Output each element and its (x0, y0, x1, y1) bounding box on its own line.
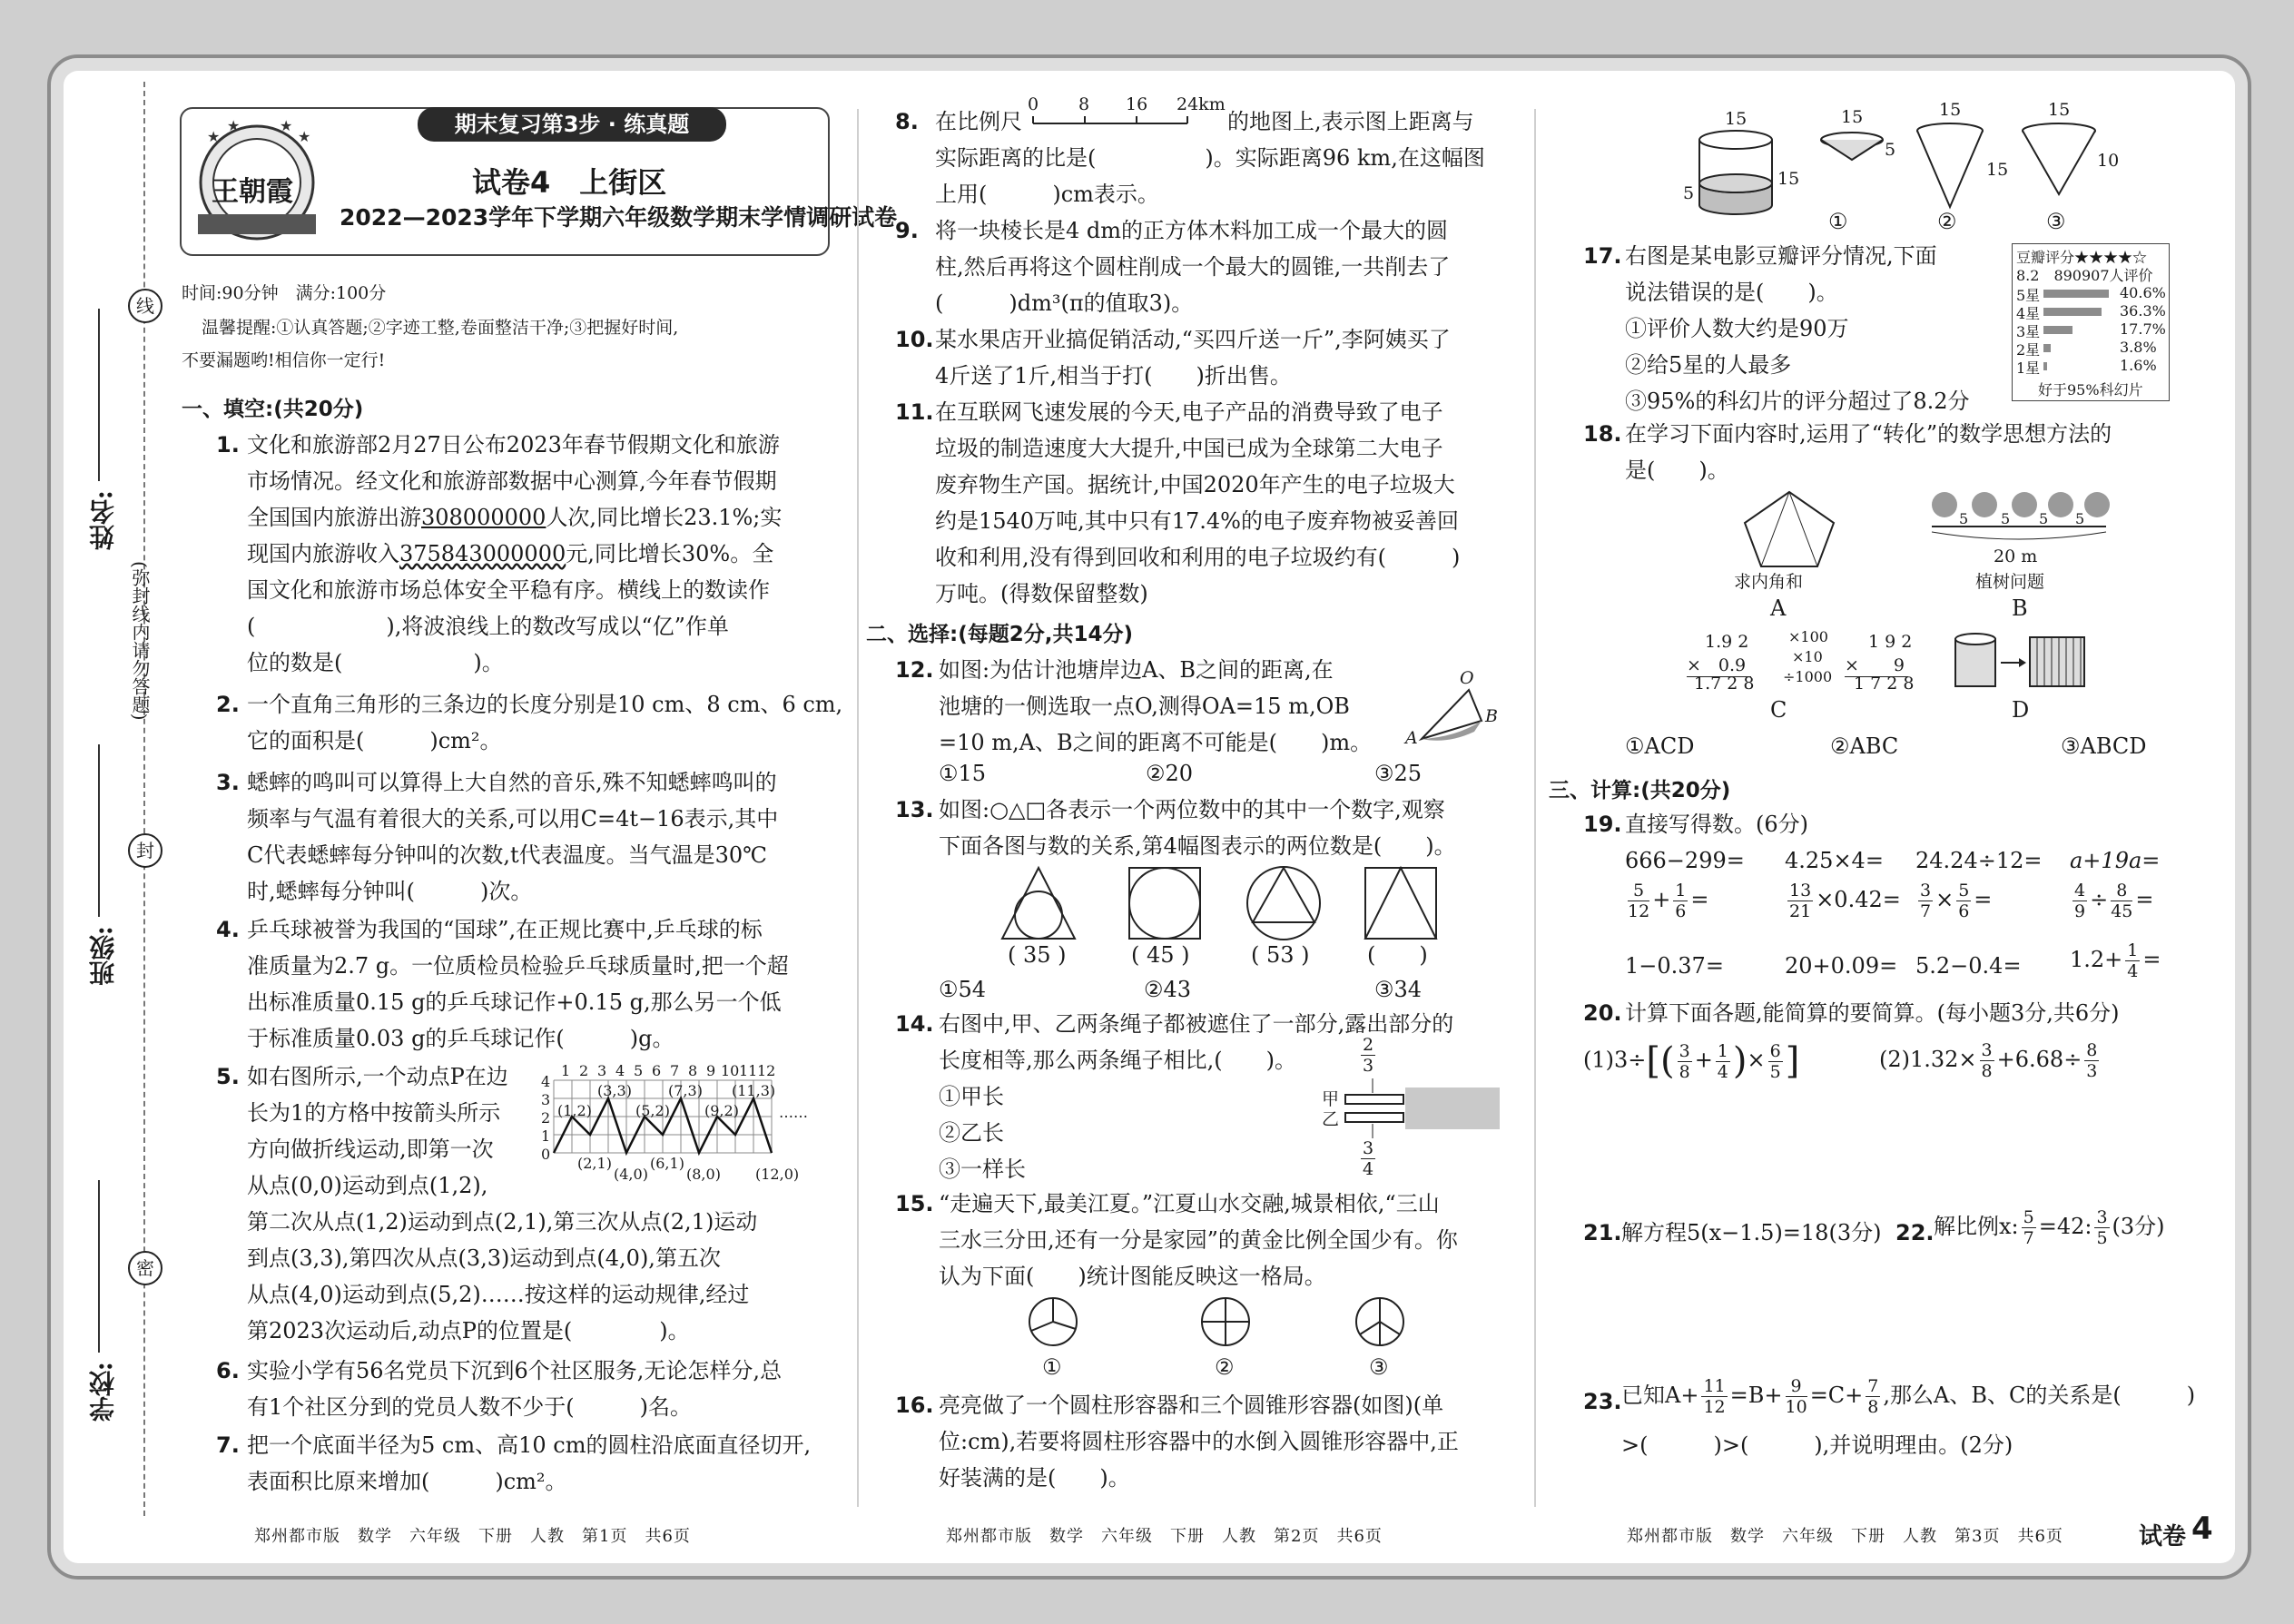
grid-x3: 3 (597, 1062, 607, 1079)
grid-x12: 12 (757, 1062, 776, 1079)
rating-2-label: 2星 (2016, 341, 2041, 359)
q7-line1: 把一个底面半径为5 cm、高10 cm的圆柱沿底面直径切开, (247, 1432, 812, 1458)
q14-bottom-fraction: $\frac{3}{4}$ (1363, 1138, 1374, 1179)
q13-fig1-value: ( 35 ) (1008, 942, 1067, 968)
q18-b-caption: 植树问题 (1975, 572, 2045, 592)
q4-line2: 准质量为2.7 g。一位质检员检验乒乓球质量时,把一个超 (247, 953, 789, 979)
section-1-title: 一、填空:(共20分) (182, 398, 364, 421)
section-2-title: 二、选择:(每题2分,共14分) (866, 623, 1133, 646)
q12-option-1[interactable]: ①15 (939, 761, 987, 786)
grid-ellipsis: …… (779, 1104, 808, 1121)
q18-pentagon-figure (1739, 488, 1839, 570)
grid-pt-1-2: (1,2) (557, 1102, 592, 1119)
q12-option-3[interactable]: ③25 (1374, 761, 1423, 786)
calc-times-10: ×10 (1792, 648, 1823, 665)
time-info: 时间:90分钟 满分:100分 (182, 283, 387, 303)
q13-number: 13. (895, 797, 934, 822)
grid-pt-6-1: (6,1) (650, 1155, 684, 1172)
q5-line1: 如右图所示,一个动点P在边 (247, 1064, 508, 1089)
grid-x9: 9 (706, 1062, 716, 1079)
q18-option-2[interactable]: ②ABC (1830, 733, 1899, 759)
q1-number: 1. (216, 432, 240, 458)
q16-line2: 位:cm),若要将圆柱形容器中的水倒入圆锥形容器中,正 (939, 1429, 1459, 1454)
q13-option-1[interactable]: ①54 (939, 977, 987, 1002)
q19-item-5[interactable]: $\frac{5}{12}$ + $\frac{1}{6}$ = (1628, 881, 1709, 921)
calc-a-result: 1.7 2 8 (1694, 674, 1755, 694)
q9-line1: 将一块棱长是4 dm的正方体木料加工成一个最大的圆 (935, 218, 1449, 243)
cyl-diameter-label: 15 (1725, 109, 1748, 129)
q13-fig2-value: ( 45 ) (1131, 942, 1190, 968)
q12-number: 12. (895, 657, 934, 683)
q4-line4[interactable]: 于标准质量0.03 g的乒乓球记作( )g。 (247, 1026, 674, 1051)
q19-item-11[interactable]: 5.2−0.4= (1915, 953, 2022, 979)
class-label: 班级: (88, 926, 118, 987)
q17-number: 17. (1583, 243, 1622, 269)
q15-pie-charts (1026, 1294, 1407, 1349)
name-label: 姓名: (88, 490, 118, 551)
calc-b-top: 1 9 2 (1868, 632, 1913, 652)
q2-line1: 一个直角三角形的三条边的长度分别是10 cm、8 cm、6 cm, (247, 692, 843, 717)
calc-times-100: ×100 (1788, 628, 1828, 645)
calc-a-mid: × 0.9 (1687, 652, 1751, 677)
q11-number: 11. (895, 399, 934, 425)
rating-3-bar (2043, 326, 2072, 334)
q8-line3[interactable]: 上用( )cm表示。 (935, 182, 1159, 207)
logo (189, 114, 325, 247)
q10-line1: 某水果店开业搞促销活动,“买四斤送一斤”,李阿姨买了 (935, 327, 1451, 352)
q2-number: 2. (216, 692, 240, 717)
grid-pt-2-1: (2,1) (577, 1155, 612, 1172)
q23-line2[interactable]: >( )>( ),并说明理由。(2分) (1621, 1432, 2013, 1458)
q19-item-1[interactable]: 666−299= (1625, 848, 1745, 873)
grid-y0: 0 (541, 1146, 551, 1163)
tree-gap-3: 5 (2039, 510, 2049, 527)
q18-b-letter: B (2012, 595, 2028, 621)
rating-2-bar (2043, 344, 2051, 352)
grid-x4: 4 (615, 1062, 625, 1079)
q11-line1: 在互联网飞速发展的今天,电子产品的消费导致了电子 (935, 399, 1443, 425)
seal-feng: 封 (128, 833, 162, 868)
q19-item-4[interactable]: a+19a= (2070, 848, 2161, 873)
cone1-height-label: 5 (1885, 140, 1896, 160)
scale-8: 8 (1078, 94, 1090, 114)
cyl-height-label: 15 (1777, 169, 1800, 189)
rating-5-bar (2043, 290, 2109, 298)
q5-grid-figure (541, 1062, 822, 1189)
douban-title: 豆瓣评分★★★★☆ (2016, 249, 2148, 266)
section-3-title: 三、计算:(共20分) (1549, 779, 1731, 802)
q15-number: 15. (895, 1191, 934, 1216)
q16-option-1[interactable]: ① (1828, 209, 1848, 234)
q19-item-10[interactable]: 20+0.09= (1785, 953, 1898, 979)
q18-line1: 在学习下面内容时,运用了“转化”的数学思想方法的 (1625, 421, 2112, 447)
q14-label-yi: 乙 (1322, 1109, 1340, 1129)
q7-number: 7. (216, 1432, 240, 1458)
grid-pt-4-0: (4,0) (614, 1166, 648, 1183)
rating-4-pct: 36.3% (2120, 302, 2166, 320)
paper-subtitle: 2022—2023学年下学期六年级数学期末学情调研试卷 (340, 204, 898, 231)
q15-option-3[interactable]: ③ (1369, 1354, 1389, 1380)
q14-rope-figure (1318, 1037, 1509, 1186)
grid-x10: 10 (721, 1062, 740, 1079)
q3-number: 3. (216, 770, 240, 795)
q16-line1: 亮亮做了一个圆柱形容器和三个圆锥形容器(如图)(单 (939, 1393, 1444, 1418)
q18-cylinder-unroll-figure (1952, 632, 2088, 690)
q23-line1[interactable]: 已知A+ $\frac{11}{12}$ =B+ $\frac{9}{10}$ =C+ $\frac{7}{8}$ ,那么A、B、C的关系是( ) (1621, 1376, 2196, 1417)
q19-item-12[interactable]: 1.2+ $\frac{1}{4}$ = (2070, 940, 2161, 981)
q5-line3: 方向做折线运动,即第一次 (247, 1137, 494, 1162)
q21-text[interactable]: 解方程5(x−1.5)=18(3分) (1621, 1220, 1882, 1245)
q1-line7[interactable]: 位的数是( )。 (247, 650, 504, 675)
q17-line2[interactable]: 说法错误的是( )。 (1625, 280, 1838, 305)
q8-line2[interactable]: 实际距离的比是( )。实际距离96 km,在这幅图 (935, 145, 1485, 171)
grid-x7: 7 (670, 1062, 680, 1079)
rating-5-pct: 40.6% (2120, 284, 2166, 301)
footer-paper-number: 4 (2191, 1511, 2213, 1547)
q13-option-3[interactable]: ③34 (1374, 977, 1423, 1002)
q11-line4: 约是1540万吨,其中只有17.4%的电子废弃物被妥善回 (935, 508, 1459, 534)
q4-line1: 乒乓球被誉为我国的“国球”,在正规比赛中,乒乓球的标 (247, 917, 763, 942)
q15-line1: “走遍天下,最美江夏。”江夏山水交融,城景相依,“三山 (939, 1191, 1440, 1216)
q5-line7: 从点(4,0)运动到点(5,2)……按这样的运动规律,经过 (247, 1282, 750, 1307)
q19-number: 19. (1583, 812, 1622, 837)
tree-gap-2: 5 (2001, 510, 2011, 527)
q10-number: 10. (895, 327, 934, 352)
q8-number: 8. (895, 109, 919, 134)
q14-label-jia: 甲 (1322, 1089, 1340, 1109)
q18-trees-figure (1928, 490, 2110, 548)
column-divider-2 (1534, 109, 1536, 1507)
footer-paper-tag: 试卷 (2139, 1523, 2187, 1550)
rating-4-bar (2043, 308, 2102, 316)
school-field[interactable] (98, 1180, 100, 1353)
q14-option-3[interactable]: ③一样长 (939, 1156, 1026, 1182)
svg-text:★: ★ (280, 117, 293, 134)
q18-option-1[interactable]: ①ACD (1625, 733, 1695, 759)
svg-text:★: ★ (298, 128, 311, 145)
grid-x6: 6 (652, 1062, 662, 1079)
grid-y2: 2 (541, 1109, 551, 1127)
grid-y4: 4 (541, 1073, 551, 1090)
q3-line2: 频率与气温有着很大的关系,可以用C=4t−16表示,其中 (247, 806, 779, 832)
douban-rating-box (2012, 243, 2170, 401)
q6-number: 6. (216, 1358, 240, 1383)
q18-a-caption: 求内角和 (1734, 572, 1804, 592)
douban-score: 8.2 890907人评价 (2016, 267, 2153, 284)
cone1-diameter-label: 15 (1841, 107, 1864, 127)
q12-label-b: B (1485, 706, 1498, 726)
grid-pt-8-0: (8,0) (686, 1166, 721, 1183)
rating-1-label: 1星 (2016, 359, 2041, 377)
grid-pt-3-3: (3,3) (597, 1082, 632, 1099)
rating-1-pct: 1.6% (2120, 357, 2157, 374)
footer-page-2: 郑州都市版 数学 六年级 下册 人教 第2页 共6页 (946, 1527, 1383, 1546)
q16-option-3[interactable]: ③ (2046, 209, 2066, 234)
scale-0: 0 (1028, 94, 1039, 114)
q11-line6: 万吨。(得数保留整数) (935, 581, 1148, 606)
q13-fig4-value[interactable]: ( ) (1367, 942, 1428, 968)
q12-label-a: A (1405, 728, 1418, 748)
q3-line1: 蟋蟀的鸣叫可以算得上大自然的音乐,殊不知蟋蟀鸣叫的 (247, 770, 777, 795)
grid-pt-5-2: (5,2) (635, 1102, 670, 1119)
q7-line2[interactable]: 表面积比原来增加( )cm²。 (247, 1469, 567, 1494)
seal-mi: 密 (128, 1251, 162, 1285)
grid-pt-11-3: (11,3) (732, 1082, 776, 1099)
q20-part-1[interactable]: (1)3÷[( $\frac{3}{8}$ + $\frac{1}{4}$ )× $\frac{6}{5}$ ] (1583, 1040, 1800, 1082)
q8-text-a: 在比例尺 (935, 109, 1022, 134)
q14-line2[interactable]: 长度相等,那么两条绳子相比,( )。 (939, 1048, 1296, 1073)
q16-option-2[interactable]: ② (1937, 209, 1957, 234)
cone2-height-label: 15 (1986, 160, 2009, 180)
scale-24km: 24km (1177, 94, 1226, 114)
scale-16: 16 (1126, 94, 1148, 114)
q5-line4: 从点(0,0)运动到点(1,2), (247, 1173, 488, 1198)
q1-line1: 文化和旅游部2月27日公布2023年春节假期文化和旅游 (247, 432, 780, 458)
q6-line2[interactable]: 有1个社区分到的党员人数不少于( )名。 (247, 1394, 692, 1420)
seal-xian: 线 (128, 289, 162, 323)
tree-gap-4: 5 (2075, 510, 2085, 527)
q12-line1: 如图:为估计池塘岸边A、B之间的距离,在 (939, 657, 1334, 683)
cone3-diameter-label: 15 (2048, 100, 2071, 120)
rating-3-label: 3星 (2016, 323, 2041, 340)
grid-y3: 3 (541, 1091, 551, 1108)
q13-option-2[interactable]: ②43 (1144, 977, 1192, 1002)
q19-item-7[interactable]: $\frac{3}{7}$ × $\frac{5}{6}$ = (1920, 881, 1993, 921)
q12-line2: 池塘的一侧选取一点O,测得OA=15 m,OB (939, 694, 1350, 719)
paper-title: 试卷4 上街区 (472, 165, 667, 200)
q18-multiplication-figure (1681, 628, 1917, 695)
rating-4-label: 4星 (2016, 305, 2041, 322)
q18-c-letter: C (1770, 697, 1787, 723)
q18-d-letter: D (2012, 697, 2030, 723)
name-field[interactable] (98, 309, 100, 481)
q14-top-fraction: $\frac{2}{3}$ (1363, 1035, 1374, 1076)
q3-line3: C代表蟋蟀每分钟叫的次数,t代表温度。当气温是30℃ (247, 842, 768, 868)
q6-line1: 实验小学有56名党员下沉到6个社区服务,无论怎样分,总 (247, 1358, 783, 1383)
rating-3-pct: 17.7% (2120, 320, 2166, 338)
class-field[interactable] (98, 744, 100, 917)
tip-line-1: 温馨提醒:①认真答题;②字迹工整,卷面整洁干净;③把握好时间, (202, 318, 679, 338)
calc-a-top: 1.9 2 (1705, 632, 1749, 652)
q17-line1: 右图是某电影豆瓣评分情况,下面 (1625, 243, 1937, 269)
q11-line5[interactable]: 收和利用,没有得到回收和利用的电子垃圾约有( ) (935, 545, 1461, 570)
grid-x1: 1 (561, 1062, 572, 1079)
q23-number: 23. (1583, 1389, 1622, 1414)
q16-number: 16. (895, 1393, 934, 1418)
q13-shapes (999, 864, 1452, 946)
q12-line3[interactable]: =10 m,A、B之间的距离不可能是( )m。 (939, 730, 1373, 755)
q19-item-3[interactable]: 24.24÷12= (1915, 848, 2043, 873)
q19-item-6[interactable]: $\frac{13}{21}$ ×0.42= (1789, 881, 1901, 921)
q5-line8[interactable]: 第2023次运动后,动点P的位置是( )。 (247, 1318, 690, 1343)
school-label: 学校: (88, 1362, 118, 1422)
q14-line1: 右图中,甲、乙两条绳子都被遮住了一部分,露出部分的 (939, 1011, 1454, 1037)
q5-line2: 长为1的方格中按箭头所示 (247, 1100, 501, 1126)
q15-line2: 三水三分田,还有一分是家园”的黄金比例全国少有。你 (939, 1227, 1458, 1253)
seal-note: (弥封线内请勿答题) (129, 561, 151, 721)
q19-item-9[interactable]: 1−0.37= (1625, 953, 1724, 979)
q8-scale-bar (1026, 94, 1227, 134)
q1-line6[interactable]: ( ),将波浪线上的数改写成以“亿”作单 (247, 614, 729, 639)
q17-option-2[interactable]: ②给5星的人最多 (1625, 352, 1792, 378)
q1-line4: 现国内旅游收入375843000000元,同比增长30%。全 (247, 541, 774, 566)
tree-gap-1: 5 (1959, 510, 1969, 527)
grid-pt-12-0: (12,0) (755, 1166, 800, 1183)
grid-x8: 8 (688, 1062, 698, 1079)
q16-line3[interactable]: 好装满的是( )。 (939, 1465, 1130, 1491)
grid-x2: 2 (579, 1062, 589, 1079)
column-divider-1 (857, 109, 859, 1507)
q18-number: 18. (1583, 421, 1622, 447)
q14-number: 14. (895, 1011, 934, 1037)
q15-line3[interactable]: 认为下面( )统计图能反映这一格局。 (939, 1264, 1326, 1289)
q15-option-1[interactable]: ① (1042, 1354, 1062, 1380)
calc-b-result: 1 7 2 8 (1854, 674, 1915, 694)
q12-pond-figure (1402, 668, 1501, 750)
q3-line4[interactable]: 时,蟋蟀每分钟叫( )次。 (247, 879, 533, 904)
q19-title: 直接写得数。(6分) (1625, 812, 1808, 837)
q12-option-2[interactable]: ②20 (1146, 761, 1194, 786)
q5-line6: 到点(3,3),第四次从点(3,3)运动到点(4,0),第五次 (247, 1245, 721, 1271)
q9-line2: 柱,然后再将这个圆柱削成一个最大的圆锥,一共削去了 (935, 254, 1451, 280)
q18-line2[interactable]: 是( )。 (1625, 458, 1729, 483)
q4-line3: 出标准质量0.15 g的乒乓球记作+0.15 g,那么另一个低 (247, 989, 782, 1015)
q20-number: 20. (1583, 1000, 1622, 1026)
q13-line2[interactable]: 下面各图与数的关系,第4幅图表示的两位数是( )。 (939, 833, 1456, 859)
cone2-diameter-label: 15 (1939, 100, 1962, 120)
q1-line5: 国文化和旅游市场总体安全平稳有序。横线上的数读作 (247, 577, 770, 603)
tip-line-2: 不要漏题哟!相信你一定行! (182, 350, 386, 370)
q13-fig3-value: ( 53 ) (1251, 942, 1310, 968)
cone3-height-label: 10 (2097, 151, 2120, 171)
header-banner: 期末复习第3步 · 练真题 (418, 107, 726, 142)
q2-line2[interactable]: 它的面积是( )cm²。 (247, 728, 502, 753)
q22-number: 22. (1895, 1220, 1935, 1245)
grid-y1: 1 (541, 1127, 551, 1145)
footer-page-3: 郑州都市版 数学 六年级 下册 人教 第3页 共6页 (1627, 1527, 2063, 1546)
grid-x11: 11 (739, 1062, 758, 1079)
q20-part-2[interactable]: (2)1.32× $\frac{3}{8}$ +6.68÷ $\frac{8}{3}$ (1879, 1040, 2098, 1081)
q5-line5: 第二次从点(1,2)运动到点(2,1),第三次从点(2,1)运动 (247, 1209, 758, 1235)
q18-a-letter: A (1770, 595, 1787, 621)
q12-label-o: O (1460, 668, 1474, 688)
calc-div-1000: ÷1000 (1783, 668, 1833, 685)
q16-containers-figure (1678, 100, 2150, 234)
q4-number: 4. (216, 917, 240, 942)
svg-text:★: ★ (227, 117, 241, 134)
q11-line3: 废弃物生产国。据统计,中国2020年产生的电子垃圾大 (935, 472, 1455, 497)
q1-line2: 市场情况。经文化和旅游部数据中心测算,今年春节假期 (247, 468, 777, 494)
q8-text-b: 的地图上,表示图上距离与 (1227, 109, 1474, 134)
q18-b-length: 20 m (1994, 546, 2038, 566)
douban-footnote: 好于95%科幻片 (2038, 381, 2143, 399)
q20-title: 计算下面各题,能简算的要简算。(每小题3分,共6分) (1625, 1000, 2120, 1026)
q17-option-3[interactable]: ③95%的科幻片的评分超过了8.2分 (1625, 389, 1970, 414)
q13-line1: 如图:○△□各表示一个两位数中的其中一个数字,观察 (939, 797, 1445, 822)
q15-option-2[interactable]: ② (1215, 1354, 1235, 1380)
q18-option-3[interactable]: ③ABCD (2061, 733, 2147, 759)
q9-number: 9. (895, 218, 919, 243)
q14-option-2[interactable]: ②乙长 (939, 1120, 1004, 1146)
q19-item-8[interactable]: $\frac{4}{9}$ ÷ $\frac{8}{45}$ = (2074, 881, 2154, 921)
q10-line2[interactable]: 4斤送了1斤,相当于打( )折出售。 (935, 363, 1292, 389)
q22-text[interactable]: 解比例x: $\frac{5}{7}$ =42: $\frac{3}{5}$ (3分) (1934, 1207, 2165, 1248)
q1-line3: 全国国内旅游出游308000000人次,同比增长23.1%;实 (247, 505, 783, 530)
q11-line2: 垃圾的制造速度大大提升,中国已成为全球第二大电子 (935, 436, 1443, 461)
grid-pt-7-3: (7,3) (668, 1082, 703, 1099)
rating-5-label: 5星 (2016, 287, 2041, 304)
rating-2-pct: 3.8% (2120, 339, 2157, 356)
logo-text: 王朝霞 (212, 176, 293, 208)
q5-number: 5. (216, 1064, 240, 1089)
calc-b-mid: × 9 (1845, 652, 1908, 677)
rating-1-bar (2043, 362, 2047, 370)
svg-text:★: ★ (207, 128, 221, 145)
grid-pt-9-2: (9,2) (704, 1102, 739, 1119)
q19-item-2[interactable]: 4.25×4= (1785, 848, 1884, 873)
q17-option-1[interactable]: ①评价人数大约是90万 (1625, 316, 1849, 341)
q14-option-1[interactable]: ①甲长 (939, 1084, 1004, 1109)
q9-line3[interactable]: ( )dm³(π的值取3)。 (935, 290, 1194, 316)
q21-number: 21. (1583, 1220, 1622, 1245)
grid-x5: 5 (634, 1062, 644, 1079)
cyl-water-label: 5 (1683, 183, 1695, 203)
footer-page-1: 郑州都市版 数学 六年级 下册 人教 第1页 共6页 (254, 1527, 691, 1546)
